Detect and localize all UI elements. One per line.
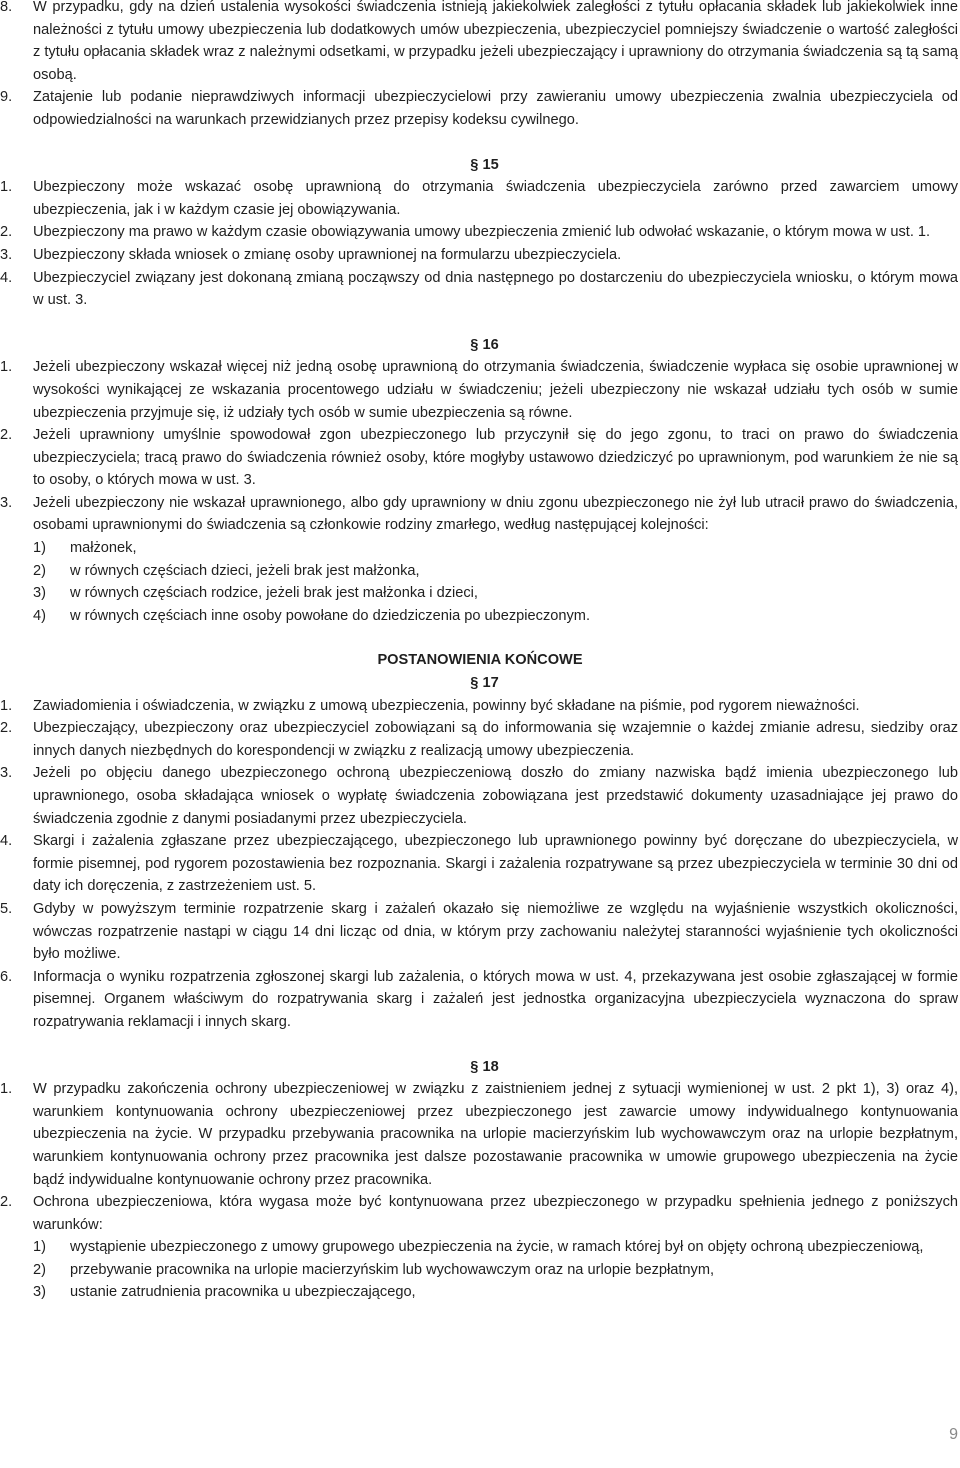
item-number: 1. <box>0 697 13 714</box>
item-number: 8. <box>0 0 13 15</box>
page-number: 9 <box>949 1426 958 1443</box>
sub-item-text: przebywanie pracownika na urlopie macierzyńskim lub wychowawczym oraz na urlopie bezpłatnym, <box>70 1261 715 1278</box>
list-item <box>0 424 960 492</box>
sub-list-item <box>33 1259 960 1282</box>
list-item <box>0 1191 960 1236</box>
item-text: Jeżeli ubezpieczony wskazał więcej niż jedną osobę uprawnioną do otrzymania świadczenia, świadczenie wypłaca się osobie uprawnionej w wysokości wynikającej ze wskazania procentowego udziału w świadczeniu; jeżeli ubezpieczony nie wskazał udziału tych osób w sumie ubezpieczenia przyjmuje się, iż udziały tych osób w sumie ubezpieczenia są równe. <box>33 359 958 421</box>
list-item <box>0 86 960 131</box>
item-number: 3. <box>0 494 13 511</box>
item-text: Ochrona ubezpieczeniowa, która wygasa może być kontynuowana przez ubezpieczonego w przypadku spełnienia jednego z poniższych warunków: <box>33 1194 958 1233</box>
list-item <box>0 244 960 267</box>
section-title-18: § 18 <box>470 1058 499 1075</box>
section-title-16: § 16 <box>470 336 499 353</box>
list-item <box>0 966 960 1034</box>
item-text: Jeżeli ubezpieczony nie wskazał uprawnionego, albo gdy uprawniony w dniu zgonu ubezpieczonego nie żył lub utracił prawo do świadczenia, osobami uprawnionymi do świadczenia są członkowie rodziny zmarłego, według następującej kolejności: <box>33 494 958 534</box>
item-number: 6. <box>0 968 13 985</box>
item-number: 5. <box>0 900 13 917</box>
item-text: Ubezpieczyciel związany jest dokonaną zmianą począwszy od dnia następnego po dostarczeniu do ubezpieczyciela wniosku, o którym mowa w ust. 3. <box>33 269 958 309</box>
sub-item-number: 1) <box>33 540 46 557</box>
item-text: Zawiadomienia i oświadczenia, w związku z umową ubezpieczenia, powinny być składane na piśmie, pod rygorem nieważności. <box>33 697 860 714</box>
section-title-15: § 15 <box>470 156 499 173</box>
item-number: 1. <box>0 179 13 196</box>
item-number: 2. <box>0 427 13 444</box>
item-number: 4. <box>0 833 13 850</box>
sub-item-text: w równych częściach dzieci, jeżeli brak jest małżonka, <box>70 562 420 579</box>
sub-list-item <box>33 1236 960 1259</box>
list-item <box>0 492 960 537</box>
item-number: 1. <box>0 359 13 376</box>
list-item <box>0 176 960 221</box>
item-text: W przypadku, gdy na dzień ustalenia wysokości świadczenia istnieją jakiekolwiek zaległości z tytułu opłacania składek lub jakiekolwiek inne należności z tytułu umowy ubezpieczenia lub dodatkowych umów ubezpieczenia, ubezpieczyciel pomniejszy świadczenie o wartość zaległości z tytułu opłacania składek wraz z należnymi odsetkami, w przypadku jeżeli ubezpieczający i uprawniony do otrzymania świadczenia są tą samą osobą. <box>33 0 958 83</box>
item-text: W przypadku zakończenia ochrony ubezpieczeniowej w związku z zaistnieniem jednej z sytuacji wymienionej w ust. 2 pkt 1), 3) oraz 4), warunkiem kontynuowania ochrony ubezpieczeniowej przez ubezpieczonego jest zawarcie umowy indywidualnego kontynuowania ubezpieczenia na życie. W przypadku przebywania pracownika na urlopie macierzyńskim lub wychowawczym oraz na urlopie bezpłatnym, warunkiem kontynuowania ochrony przez pracownika jest dalsze pozostawanie pracownika w umowie grupowego ubezpieczenia na życie bądź indywidualne kontynuowanie ochrony przez pracownika. <box>33 1081 958 1188</box>
item-number: 2. <box>0 720 13 737</box>
sub-item-text: w równych częściach inne osoby powołane do dziedziczenia po ubezpieczonym. <box>70 607 590 624</box>
item-text: Skargi i zażalenia zgłaszane przez ubezpieczającego, ubezpieczonego lub uprawnionego powinny być doręczane do ubezpieczyciela, w formie pisemnej, pod rygorem pozostawienia bez rozpoznania. Skargi i zażalenia rozpatrywane są przez ubezpieczyciela w terminie 30 dni od daty ich doręczenia, z zastrzeżeniem ust. 5. <box>33 833 958 895</box>
item-number: 4. <box>0 269 13 286</box>
sub-item-text: małżonek, <box>70 540 137 557</box>
list-item <box>0 356 960 424</box>
final-provisions-heading: POSTANOWIENIA KOŃCOWE <box>377 652 583 669</box>
list-item <box>0 1078 960 1191</box>
item-number: 2. <box>0 1194 13 1211</box>
section-title-17: § 17 <box>470 675 499 692</box>
sub-item-number: 4) <box>33 607 46 624</box>
item-text: Jeżeli po objęciu danego ubezpieczonego ochroną ubezpieczeniową doszło do zmiany nazwiska bądź imienia ubezpieczonego lub uprawnionego, osoba składająca wniosek o wypłatę świadczenia zobowiązana jest przedstawić dokumenty uzasadniające jej prawo do świadczenia zgodnie z danymi posiadanymi przez ubezpieczyciela. <box>33 765 958 827</box>
list-item <box>0 221 960 244</box>
item-text: Zatajenie lub podanie nieprawdziwych informacji ubezpieczycielowi przy zawieraniu umowy ubezpieczenia zwalnia ubezpieczyciela od odpowiedzialności na warunkach przewidzianych przez przepisy kodeksu cywilnego. <box>33 89 958 128</box>
list-item <box>0 898 960 966</box>
list-item <box>0 695 960 718</box>
sub-item-text: ustanie zatrudnienia pracownika u ubezpieczającego, <box>70 1284 416 1301</box>
item-number: 2. <box>0 224 13 241</box>
item-text: Ubezpieczony może wskazać osobę uprawnioną do otrzymania świadczenia ubezpieczyciela zarówno przed zawarciem umowy ubezpieczenia, jak i w każdym czasie jej obowiązywania. <box>33 179 958 218</box>
item-text: Ubezpieczony składa wniosek o zmianę osoby uprawnionej na formularzu ubezpieczyciela. <box>33 246 622 263</box>
sub-list-item <box>33 605 960 628</box>
item-text: Ubezpieczony ma prawo w każdym czasie obowiązywania umowy ubezpieczenia zmienić lub odwołać wskazanie, o którym mowa w ust. 1. <box>33 224 931 241</box>
sub-list-item <box>33 1281 960 1304</box>
sub-list-item <box>33 582 960 605</box>
list-item <box>0 267 960 312</box>
item-text: Ubezpieczający, ubezpieczony oraz ubezpieczyciel zobowiązani są do informowania się wzajemnie o każdej zmianie adresu, siedziby oraz innych danych niezbędnych do korespondencji w związku z realizacją umowy ubezpieczenia. <box>33 720 958 759</box>
sub-item-number: 3) <box>33 585 46 602</box>
item-number: 3. <box>0 765 13 782</box>
item-text: Gdyby w powyższym terminie rozpatrzenie skarg i zażaleń okazało się niemożliwe ze względu na wyjaśnienie wszystkich okoliczności, wówczas rozpatrzenie nastąpi w ciągu 14 dni licząc od dnia, w którym przy zachowaniu należytej staranności wyjaśnienie tych okoliczności było możliwe. <box>33 900 958 963</box>
sub-item-text: w równych częściach rodzice, jeżeli brak jest małżonka i dzieci, <box>70 585 478 602</box>
sub-item-text: wystąpienie ubezpieczonego z umowy grupowego ubezpieczenia na życie, w ramach której był on objęty ochroną ubezpieczeniową, <box>70 1239 924 1256</box>
list-item <box>0 762 960 830</box>
item-number: 9. <box>0 89 13 106</box>
sub-item-number: 3) <box>33 1284 46 1301</box>
sub-list-item <box>33 537 960 560</box>
sub-item-number: 2) <box>33 562 46 579</box>
sub-list-item <box>33 560 960 583</box>
sub-item-number: 2) <box>33 1261 46 1278</box>
list-item <box>0 830 960 898</box>
list-item <box>0 717 960 762</box>
list-item <box>0 0 960 86</box>
item-number: 1. <box>0 1081 13 1098</box>
item-number: 3. <box>0 246 13 263</box>
sub-item-number: 1) <box>33 1239 46 1256</box>
item-text: Jeżeli uprawniony umyślnie spowodował zgon ubezpieczonego lub przyczynił się do jego zgonu, to traci on prawo do świadczenia ubezpieczyciela; tracą prawo do świadczenia również osoby, które mogłyby ustawowo dziedziczyć po uprawnionym, pod warunkiem że nie są to osoby, o których mowa w ust. 3. <box>33 427 958 489</box>
item-text: Informacja o wyniku rozpatrzenia zgłoszonej skargi lub zażalenia, o których mowa w ust. 4, przekazywana jest osobie zgłaszającej w formie pisemnej. Organem właściwym do rozpatrywania skarg i zażaleń jest jednostka organizacyjna ubezpieczyciela wyznaczona do spraw rozpatrywania reklamacji i innych skarg. <box>33 968 958 1030</box>
